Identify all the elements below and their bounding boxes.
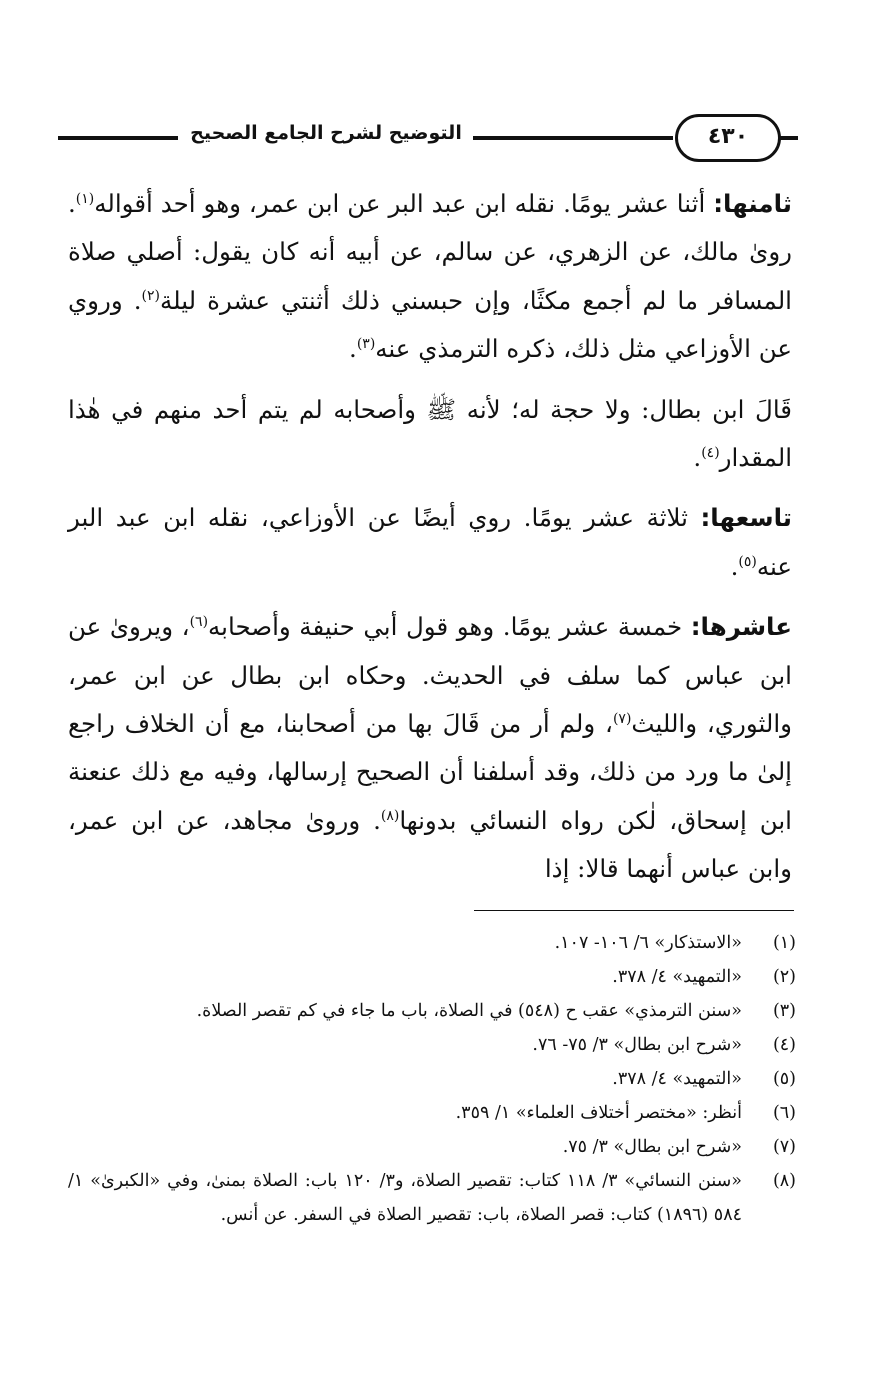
page-number-badge: ٤٣٠: [675, 114, 781, 162]
paragraph: [68, 494, 792, 591]
footnote: [68, 994, 796, 1028]
footnote-number: (٥): [772, 1069, 796, 1089]
footnote-number: (٣): [772, 1001, 796, 1021]
text-segment: . وروي عن الأوزاعي مثل ذلك، ذكره الترمذي عنه: [68, 285, 792, 364]
footnote-marker: (٧): [612, 710, 632, 727]
footnote-text: «سنن النسائي» ٣/ ١١٨ كتاب: تقصير الصلاة، و٣/ ١٢٠ باب: الصلاة بمنىٰ، وفي «الكبرىٰ» ١/ ٥٨٤ (١٨٩٦) كتاب: قصر الصلاة، باب: تقصير الصلاة في السفر. عن أنس.: [68, 1171, 743, 1225]
text-segment: أثنا عشر يومًا. نقله ابن عبد البر عن ابن عمر، وهو أحد أقواله: [94, 189, 714, 218]
text-segment: .: [693, 443, 702, 473]
header-title: التوضيح لشرح الجامع الصحيح: [190, 122, 462, 144]
footnote-text: «سنن الترمذي» عقب ح (٥٤٨) في الصلاة، باب ما جاء في كم تقصر الصلاة.: [196, 1001, 742, 1021]
paragraph-lead: عاشرها:: [690, 612, 792, 642]
text-segment: ثلاثة عشر يومًا. روي أيضًا عن الأوزاعي، نقله ابن عبد البر عنه: [68, 503, 792, 581]
header-rule-middle: [473, 136, 673, 140]
paragraph-lead: تاسعها:: [700, 503, 792, 533]
footnote: [68, 960, 796, 994]
footnote-text: «التمهيد» ٤/ ٣٧٨.: [612, 967, 742, 987]
text-segment: ، ولم أر من قَالَ بها من أصحابنا، مع أن الخلاف راجع إلىٰ ما ورد من ذلك، وقد أسلفنا أن الصحيح إرسالها، وفيه مع ذلك عنعنة ابن إسحاق، لٰكن رواه النسائي بدونها: [68, 709, 792, 835]
footnote-number: (٧): [772, 1137, 796, 1157]
text-segment: ، ويرویٰ عن ابن عباس كما سلف في الحديث. وحكاه ابن بطال عن ابن عمر، والثوري، والليث: [68, 612, 792, 739]
footnote-number: (٤): [772, 1035, 796, 1055]
footnote-text: «الاستذكار» ٦/ ١٠٦- ١٠٧.: [554, 933, 742, 953]
text-segment: .: [349, 334, 357, 364]
footnote: [68, 1164, 796, 1232]
footnote-marker: (٦): [189, 614, 209, 631]
footnote-number: (٢): [772, 967, 796, 987]
header-rule-right: [780, 136, 798, 140]
main-text: [68, 180, 792, 894]
footnote: [68, 1130, 796, 1164]
footnote-text: «شرح ابن بطال» ٣/ ٧٥.: [562, 1137, 742, 1157]
text-segment: خمسة عشر يومًا. وهو قول أبي حنيفة وأصحابه: [208, 612, 691, 642]
footnote-marker: (٣): [356, 336, 376, 353]
footnote-marker: (٨): [380, 807, 400, 824]
text-segment: قَالَ ابن بطال: ولا حجة له؛ لأنه ﷺ وأصحابه لم يتم أحد منهم في هٰذا المقدار: [68, 394, 792, 473]
footnote-marker: (٢): [141, 287, 160, 304]
header-rule-left: [58, 136, 178, 140]
text-segment: . ورویٰ مجاهد، عن ابن عمر، وابن عباس أنهما قالا: إذا: [68, 805, 792, 884]
footnote-text: «شرح ابن بطال» ٣/ ٧٥- ٧٦.: [532, 1035, 742, 1055]
footnote: [68, 1062, 796, 1096]
running-header: [58, 112, 798, 164]
paragraph: [68, 603, 792, 893]
footnotes: [68, 926, 796, 1232]
text-segment: .: [730, 551, 739, 581]
footnote: [68, 926, 796, 960]
footnote-marker: (٤): [701, 444, 720, 461]
footnote-number: (١): [772, 933, 796, 953]
footnote: [68, 1096, 796, 1130]
paragraph: [68, 386, 792, 483]
footnote-number: (٨): [772, 1171, 796, 1191]
footnote: [68, 1028, 796, 1062]
paragraph-lead: ثامنها:: [713, 189, 792, 218]
footnote-marker: (١): [75, 190, 95, 207]
footnote-text: أنظر: «مختصر أختلاف العلماء» ١/ ٣٥٩.: [455, 1103, 742, 1123]
paragraph: [68, 180, 792, 374]
text-segment: . رویٰ مالك، عن الزهري، عن سالم، عن أبيه أنه كان يقول: أصلي صلاة المسافر ما لم أجمع مكثًا، وإن حبسني ذلك أثنتي عشرة ليلة: [68, 189, 792, 315]
footnote-marker: (٥): [738, 553, 757, 570]
footnote-separator: [474, 910, 794, 911]
footnote-number: (٦): [772, 1103, 796, 1123]
footnote-text: «التمهيد» ٤/ ٣٧٨.: [612, 1069, 742, 1089]
